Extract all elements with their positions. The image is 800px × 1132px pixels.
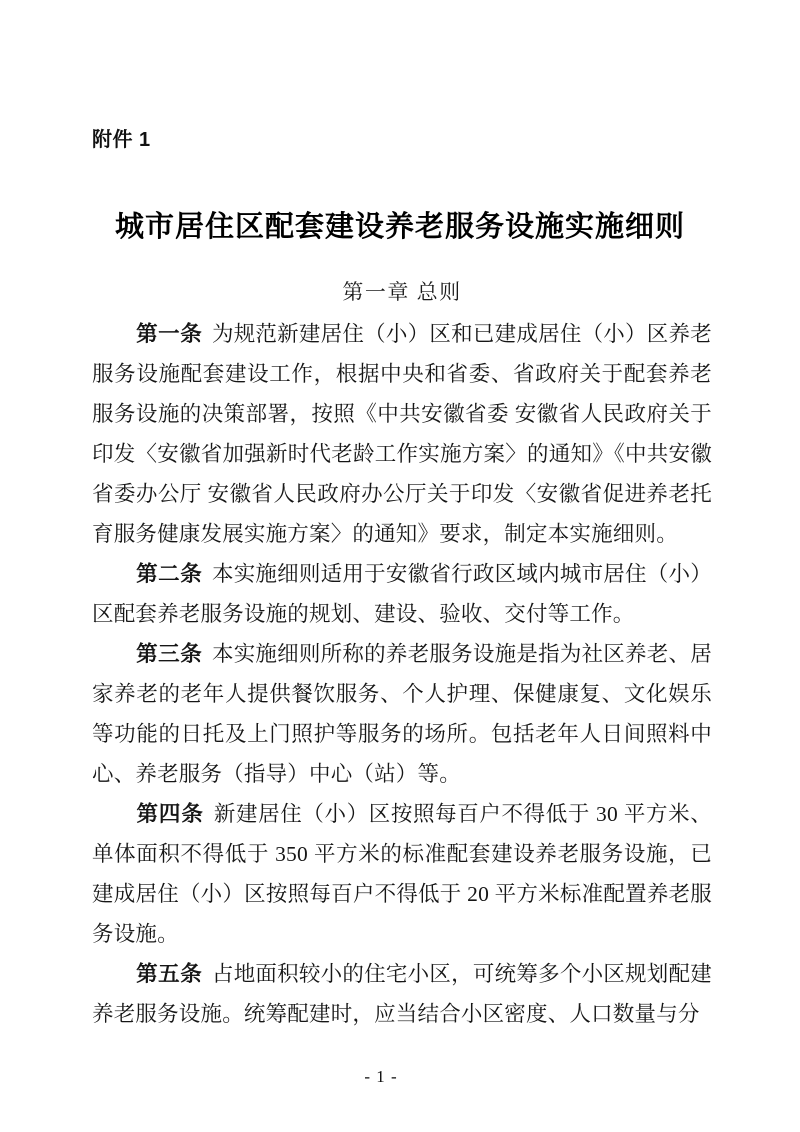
article-text: 占地面积较小的住宅小区，可统筹多个小区规划配建养老服务设施。统筹配建时，应当结合小区密度、人口数量与分 [92,962,712,1026]
article-text: 本实施细则适用于安徽省行政区域内城市居住（小）区配套养老服务设施的规划、建设、验收、交付等工作。 [92,562,712,626]
chapter-heading: 第一章 总则 [342,280,462,304]
article-paragraph [92,794,712,954]
article-paragraph [92,634,712,794]
document-body [92,272,712,1034]
article-paragraph [92,314,712,554]
article-label: 第五条 [136,962,203,986]
article-label: 第一条 [136,322,203,346]
article-label: 第二条 [136,562,203,586]
article-label: 第四条 [136,802,204,826]
article-label: 第三条 [136,642,203,666]
page-title: 城市居住区配套建设养老服务设施实施细则 [114,211,685,244]
article-text: 新建居住（小）区按照每百户不得低于 30 平方米、单体面积不得低于 350 平方米的标准配套建设养老服务设施，已建成居住（小）区按照每百户不得低于 20 平方米标准配置养老服务设施。 [92,802,712,946]
article-text: 为规范新建居住（小）区和已建成居住（小）区养老服务设施配套建设工作，根据中央和省委、省政府关于配套养老服务设施的决策部署，按照《中共安徽省委 安徽省人民政府关于印发〈安徽省加强新时代老龄工作实施方案〉的通知》《中共安徽省委办公厅 安徽省人民政府办公厅关于印发〈安徽省促进养老托育服务健康发展实施方案〉的通知》要求，制定本实施细则。 [92,322,712,546]
page-number: - 1 - [364,1067,398,1086]
article-text: 本实施细则所称的养老服务设施是指为社区养老、居家养老的老年人提供餐饮服务、个人护理、保健康复、文化娱乐等功能的日托及上门照护等服务的场所。包括老年人日间照料中心、养老服务（指导）中心（站）等。 [92,642,712,786]
attachment-label: 附件 1 [92,129,151,151]
article-paragraph [92,954,712,1034]
article-paragraph [92,554,712,634]
